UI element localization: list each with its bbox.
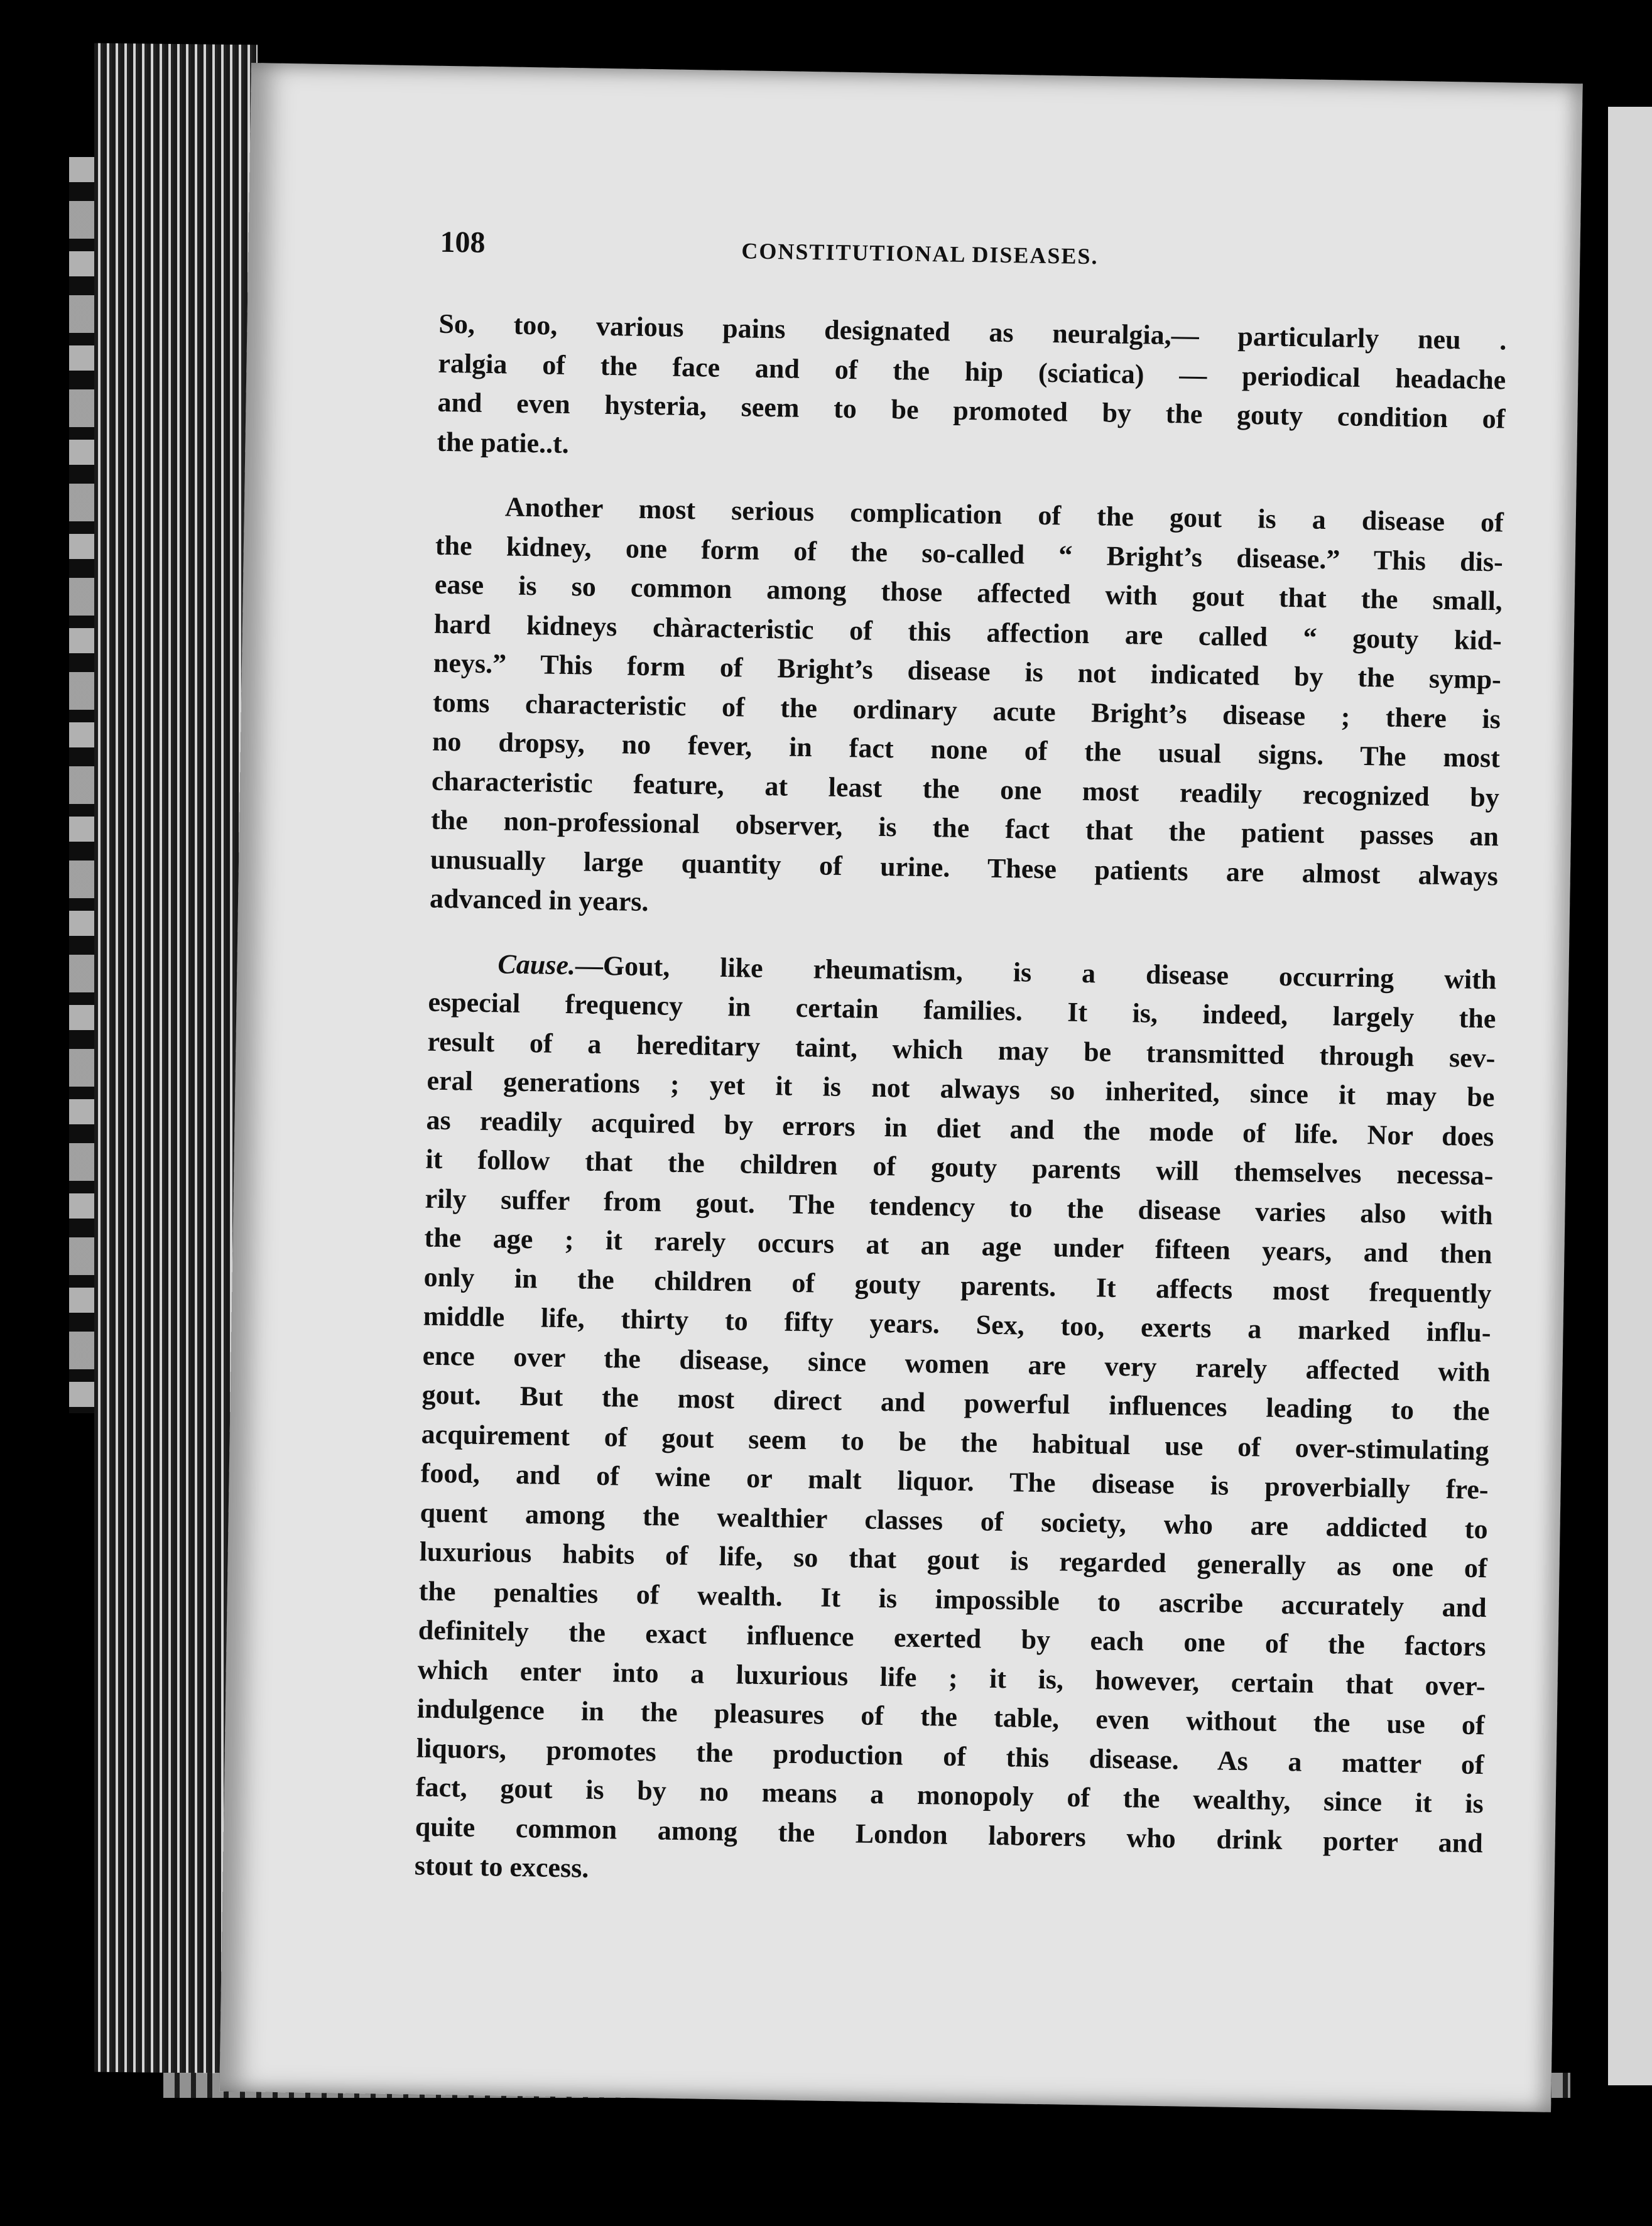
text-line: quent among the wealthier classes of society, who are addicted to [420, 1497, 1488, 1545]
text-line: gout. But the most direct and powerful influences leading to the [421, 1379, 1490, 1427]
text-line: the non-professional observer, is the fact that the patient passes an [430, 804, 1499, 852]
text-line: So, too, various pains designated as neuralgia,— particularly neu . [438, 308, 1507, 356]
text-line: neys.” This form of Bright’s disease is not indicated by the symp- [433, 647, 1502, 695]
paragraph-neuralgia [437, 305, 1507, 479]
text-line: the age ; it rarely occurs at an age under fifteen years, and then [424, 1222, 1492, 1270]
text-line: toms characteristic of the ordinary acute Bright’s disease ; there is [432, 687, 1501, 734]
running-head-title: CONSTITUTIONAL DISEASES. [741, 238, 1099, 269]
text-line: ence over the disease, since women are very rarely affected with [422, 1340, 1491, 1387]
running-head [439, 223, 1508, 322]
text-line: ralgia of the face and of the hip (sciatica) — periodical headache [438, 347, 1506, 395]
text-line: definitely the exact influence exerted by each one of the factors [418, 1614, 1487, 1663]
text-line: no dropsy, no fever, in fact none of the usual signs. The most [432, 725, 1501, 774]
text-line: the kidney, one form of the so-called “ Bright’s disease.” This dis- [435, 529, 1504, 577]
text-line: quite common among the London laborers who drink porter and [415, 1810, 1484, 1859]
page-sheet [219, 63, 1582, 2112]
text-line: characteristic feature, at least the one most readily recognized by [431, 765, 1500, 813]
text-line: advanced in years. [429, 882, 649, 918]
text-line: rily suffer from gout. The tendency to the disease varies also with [425, 1183, 1493, 1230]
text-line: food, and of wine or malt liquor. The disease is proverbially fre- [420, 1457, 1489, 1506]
text-line: eral generations ; yet it is not always so inherited, since it may be [427, 1065, 1495, 1113]
text-line: the patie..t. [437, 426, 570, 459]
text-line: luxurious habits of life, so that gout is regarded generally as one of [419, 1536, 1487, 1584]
text-line: especial frequency in certain families. It is, indeed, largely the [428, 986, 1496, 1034]
text-line: indulgence in the pleasures of the table, even without the use of [416, 1693, 1486, 1741]
page-number: 108 [440, 225, 486, 259]
text-run: —Gout, like rheumatism, is a disease occurring with [575, 949, 1497, 995]
text-line: which enter into a luxurious life ; it is, however, certain that over- [417, 1653, 1486, 1702]
text-line: unusually large quantity of urine. These patients are almost always [430, 844, 1499, 891]
text-line: fact, gout is by no means a monopoly of the wealthy, since it is [415, 1771, 1484, 1820]
text-line: liquors, promotes the production of this disease. As a matter of [416, 1732, 1485, 1780]
paragraph-brights-disease [430, 487, 1504, 935]
section-heading-cause: Cause. [497, 948, 576, 980]
facing-page-sliver [1608, 107, 1652, 2085]
paragraph-cause [414, 943, 1496, 1903]
text-line: the penalties of wealth. It is impossible to ascribe accurately and [418, 1575, 1487, 1623]
text-line: hard kidneys chàracteristic of this affection are called “ gouty kid- [433, 608, 1503, 656]
text-line: middle life, thirty to fifty years. Sex, too, exerts a marked influ- [423, 1300, 1491, 1349]
text-line: ease is so common among those affected with gout that the small, [434, 568, 1503, 617]
text-line: only in the children of gouty parents. It affects most frequently [423, 1261, 1492, 1309]
text-line: result of a hereditary taint, which may be transmitted through sev- [427, 1026, 1496, 1073]
text-line: acquirement of gout seem to be the habitual use of over-stimulating [421, 1418, 1489, 1466]
text-line: as readily acquired by errors in diet and the mode of life. Nor does [426, 1104, 1494, 1152]
text-line: stout to excess. [414, 1850, 589, 1884]
text-line: Another most serious complication of the gout is a disease of [504, 491, 1504, 538]
text-line: and even hysteria, seem to be promoted by the gouty condition of [437, 386, 1506, 435]
text-line: it follow that the children of gouty parents will themselves necessa- [425, 1143, 1494, 1192]
page-text [414, 223, 1508, 1928]
